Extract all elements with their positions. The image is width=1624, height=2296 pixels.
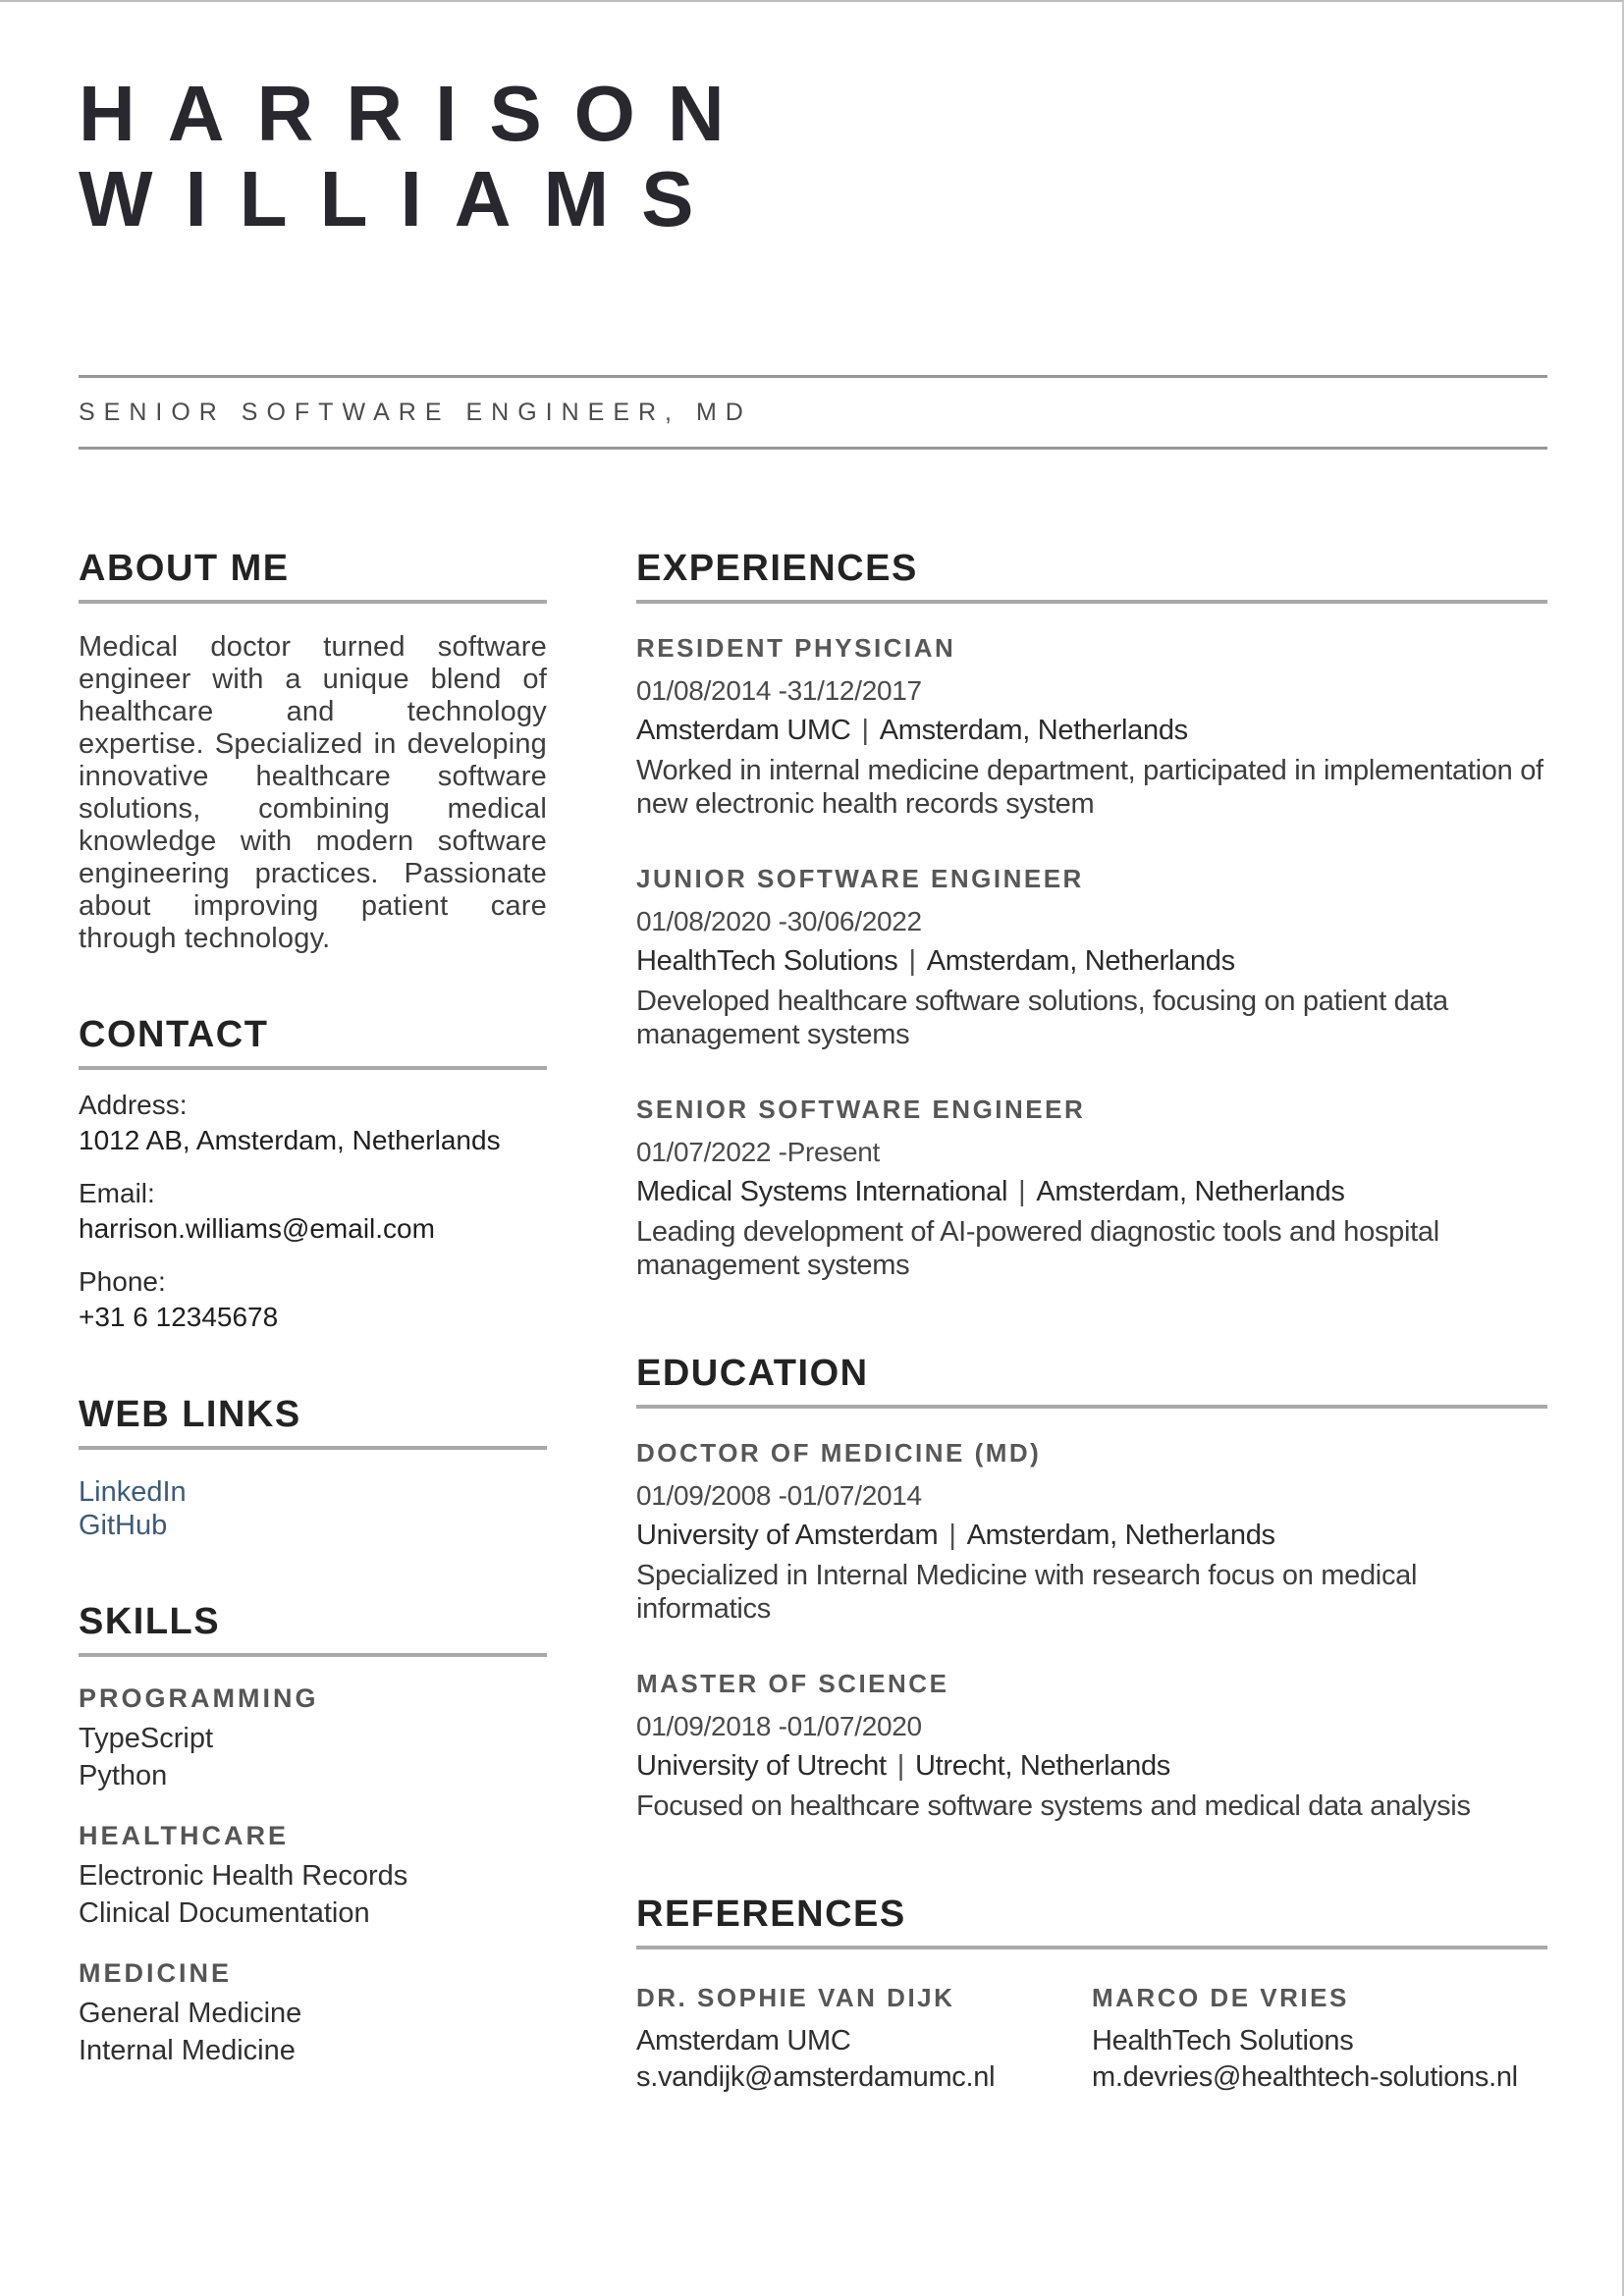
pipe-separator: |	[896, 1750, 905, 1782]
skill-item: TypeScript	[79, 1723, 213, 1754]
job-subtitle: SENIOR SOFTWARE ENGINEER, MD	[79, 399, 752, 426]
pipe-separator: |	[908, 945, 916, 977]
left-column	[79, 548, 547, 2094]
experience-location: Amsterdam, Netherlands	[926, 945, 1235, 977]
skill-item: Clinical Documentation	[79, 1897, 370, 1929]
contact-item-address	[79, 1088, 547, 1158]
skill-category-label: MEDICINE	[79, 1958, 233, 1988]
education-heading: EDUCATION	[636, 1353, 1547, 1409]
education-description: Specialized in Internal Medicine with research focus on medical informatics	[636, 1560, 1418, 1625]
experience-title: JUNIOR SOFTWARE ENGINEER	[636, 864, 1084, 893]
skill-group-healthcare	[79, 1820, 547, 1932]
pipe-separator: |	[948, 1520, 956, 1551]
skill-item: Python	[79, 1760, 168, 1791]
person-name-line2: WILLIAMS	[79, 155, 727, 242]
education-title: MASTER OF SCIENCE	[636, 1669, 949, 1698]
section-skills	[79, 1601, 547, 2069]
content-columns	[79, 548, 1547, 2094]
reference-organization: HealthTech Solutions	[1092, 2025, 1354, 2056]
education-description: Focused on healthcare software systems and medical data analysis	[636, 1790, 1471, 1822]
subtitle-divider-top	[79, 375, 1547, 378]
references-heading: REFERENCES	[636, 1894, 1547, 1949]
skill-item: General Medicine	[79, 1998, 302, 2029]
experience-title: SENIOR SOFTWARE ENGINEER	[636, 1095, 1086, 1124]
experience-description: Leading development of AI-powered diagnostic tools and hospital management systems	[636, 1216, 1439, 1281]
skills-heading: SKILLS	[79, 1601, 547, 1657]
skill-item: Electronic Health Records	[79, 1860, 408, 1892]
education-organization: University of Amsterdam	[636, 1520, 939, 1551]
section-references	[636, 1894, 1547, 2094]
education-location: Amsterdam, Netherlands	[966, 1520, 1275, 1551]
section-web-links	[79, 1394, 547, 1542]
email-label: Email:	[79, 1178, 155, 1208]
contact-items	[79, 1088, 547, 1335]
contact-item-phone	[79, 1264, 547, 1335]
experience-organization-line	[636, 944, 1547, 978]
web-links-list	[79, 1475, 547, 1542]
experience-location: Amsterdam, Netherlands	[879, 715, 1188, 746]
experience-dates: 01/08/2020 -30/06/2022	[636, 906, 922, 936]
web-links-heading: WEB LINKS	[79, 1394, 547, 1450]
experience-description: Developed healthcare software solutions, focusing on patient data management systems	[636, 986, 1448, 1050]
email-value: harrison.williams@email.com	[79, 1213, 435, 1244]
address-value: 1012 AB, Amsterdam, Netherlands	[79, 1125, 501, 1155]
pipe-separator: |	[861, 715, 869, 746]
skill-item: Internal Medicine	[79, 2035, 296, 2066]
reference-name: DR. SOPHIE VAN DIJK	[636, 1983, 955, 2012]
education-organization-line	[636, 1519, 1547, 1552]
skill-category-label: HEALTHCARE	[79, 1821, 289, 1850]
experience-organization: Medical Systems International	[636, 1176, 1008, 1207]
education-organization: University of Utrecht	[636, 1750, 887, 1782]
github-link[interactable]: GitHub	[79, 1510, 168, 1541]
contact-heading: CONTACT	[79, 1014, 547, 1070]
experience-location: Amsterdam, Netherlands	[1036, 1176, 1345, 1207]
experiences-heading: EXPERIENCES	[636, 548, 1547, 604]
section-experiences	[636, 548, 1547, 1282]
header	[79, 71, 1547, 450]
reference-email: s.vandijk@amsterdamumc.nl	[636, 2061, 996, 2093]
phone-value: +31 6 12345678	[79, 1302, 279, 1332]
about-me-heading: ABOUT ME	[79, 548, 547, 604]
education-entry	[636, 1438, 1547, 1626]
reference-email: m.devries@healthtech-solutions.nl	[1092, 2061, 1518, 2093]
reference-entry	[636, 1983, 1092, 2094]
experience-title: RESIDENT PHYSICIAN	[636, 633, 956, 663]
person-name-line1: HARRISON	[79, 70, 757, 157]
skill-group-medicine	[79, 1957, 547, 2069]
experience-entry	[636, 633, 1547, 821]
reference-entry	[1092, 1983, 1547, 2094]
references-grid	[636, 1953, 1547, 2094]
education-dates: 01/09/2008 -01/07/2014	[636, 1480, 922, 1511]
education-title: DOCTOR OF MEDICINE (MD)	[636, 1438, 1042, 1468]
experience-dates: 01/08/2014 -31/12/2017	[636, 675, 922, 706]
experience-entry	[636, 864, 1547, 1051]
subtitle-divider-bottom	[79, 447, 1547, 450]
education-location: Utrecht, Netherlands	[915, 1750, 1170, 1782]
skill-group-programming	[79, 1682, 547, 1794]
experience-organization-line	[636, 714, 1547, 747]
skill-groups	[79, 1682, 547, 2069]
reference-organization: Amsterdam UMC	[636, 2025, 851, 2056]
phone-label: Phone:	[79, 1266, 166, 1297]
person-name	[79, 71, 1547, 241]
education-dates: 01/09/2018 -01/07/2020	[636, 1711, 922, 1741]
section-about-me	[79, 548, 547, 955]
experience-organization: HealthTech Solutions	[636, 945, 898, 977]
experience-organization-line	[636, 1175, 1547, 1208]
section-education	[636, 1353, 1547, 1823]
skill-category-label: PROGRAMMING	[79, 1683, 319, 1713]
pipe-separator: |	[1018, 1176, 1026, 1207]
contact-item-email	[79, 1176, 547, 1247]
about-me-text: Medical doctor turned software engineer with a unique blend of healthcare and technology expertise. Specialized in developing innovative healthcare software solutions, combining medical knowledge with modern software engineering practices. Passionate about improving patient care through technology.	[79, 631, 547, 954]
address-label: Address:	[79, 1090, 188, 1120]
right-column	[636, 548, 1547, 2094]
section-contact	[79, 1014, 547, 1335]
education-organization-line	[636, 1749, 1547, 1783]
experience-entry	[636, 1095, 1547, 1282]
linkedin-link[interactable]: LinkedIn	[79, 1476, 187, 1508]
experience-dates: 01/07/2022 -Present	[636, 1137, 881, 1167]
experience-organization: Amsterdam UMC	[636, 715, 851, 746]
education-entry	[636, 1669, 1547, 1823]
reference-name: MARCO DE VRIES	[1092, 1983, 1349, 2012]
experience-description: Worked in internal medicine department, participated in implementation of new electronic health records system	[636, 755, 1543, 820]
